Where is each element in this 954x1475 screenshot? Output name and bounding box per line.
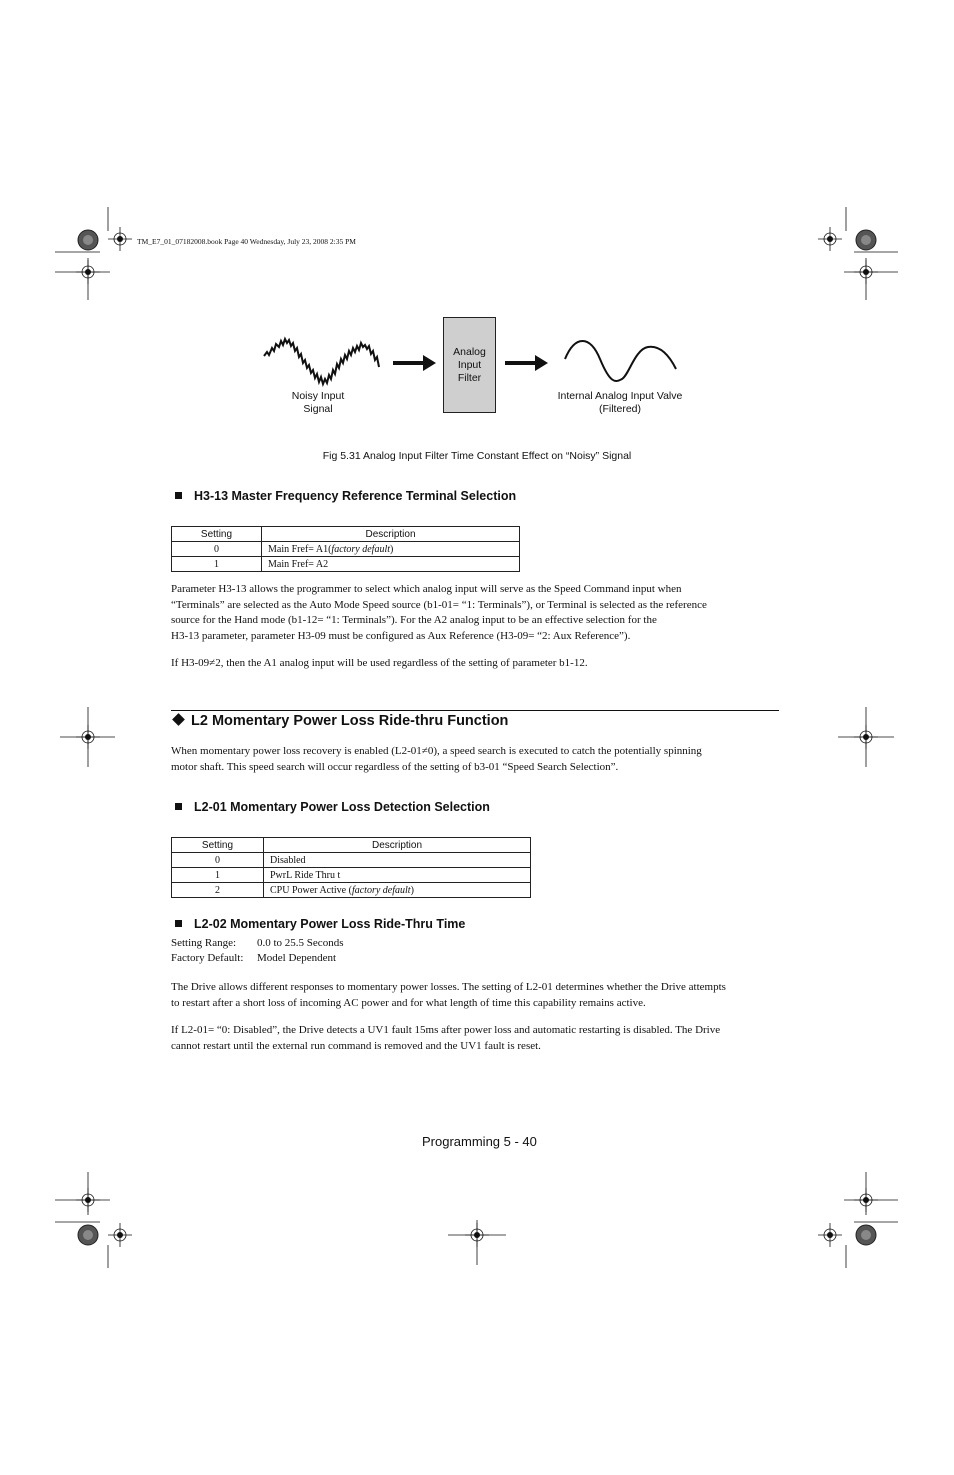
- desc-text: CPU Power Active (: [270, 884, 352, 896]
- analog-input-filter-block: [443, 317, 496, 413]
- setting-cell: 2: [172, 883, 264, 898]
- filtered-signal-graphic: [560, 335, 682, 385]
- paragraph-line: If L2-01= “0: Disabled”, the Drive detects a UV1 fault 15ms after power loss and automatic restarting is disabled. The Drive: [171, 1024, 721, 1036]
- paragraph-line: Parameter H3-13 allows the programmer to select which analog input will serve as the Speed Command input when: [171, 583, 682, 595]
- registration-mark-icon: [818, 227, 842, 251]
- paragraph-line: to restart after a short loss of incoming AC power and for what length of time this capability remains active.: [171, 996, 646, 1009]
- diamond-bullet-icon: [172, 713, 185, 726]
- noisy-input-label: [268, 390, 368, 416]
- description-cell: [262, 542, 520, 557]
- setting-range-line: [171, 936, 781, 952]
- paragraph-line: When momentary power loss recovery is enabled (L2-01≠0), a speed search is executed to catch the potentially spinning: [171, 745, 702, 757]
- desc-italic: factory default: [331, 543, 391, 555]
- setting-cell: 0: [172, 542, 262, 557]
- table-header-row: [172, 527, 520, 542]
- bullet-square-icon: [175, 920, 182, 927]
- section-heading-l2-02: [175, 917, 465, 931]
- setting-cell: 1: [172, 557, 262, 572]
- heading-text: L2-02 Momentary Power Loss Ride-Thru Time: [194, 917, 466, 931]
- paragraph-line: cannot restart until the external run command is removed and the UV1 fault is reset.: [171, 1039, 541, 1052]
- default-value: Model Dependent: [257, 952, 337, 964]
- registration-wheel-icon: [856, 1225, 876, 1245]
- h3-13-note: If H3-09≠2, then the A1 analog input will be used regardless of the setting of parameter b1-12.: [171, 657, 588, 669]
- section-heading-h3-13: [175, 489, 516, 503]
- description-cell: Main Fref= A2: [262, 557, 520, 572]
- range-label: Setting Range:: [171, 937, 237, 949]
- l2-02-paragraph: [171, 980, 781, 1011]
- registration-wheel-icon: [78, 230, 98, 250]
- desc-tail: ): [390, 543, 394, 555]
- l2-intro-paragraph: [171, 744, 781, 775]
- registration-mark-icon: [818, 1223, 842, 1247]
- table-row: [172, 542, 520, 557]
- noisy-label-line: Noisy Input: [291, 390, 345, 402]
- heading-text: H3-13 Master Frequency Reference Terminal Selection: [194, 489, 517, 503]
- desc-tail: ): [410, 884, 414, 896]
- print-header: TM_E7_01_07182008.book Page 40 Wednesday, July 23, 2008 2:35 PM: [137, 237, 356, 246]
- heading-text: L2-01 Momentary Power Loss Detection Selection: [194, 800, 490, 814]
- paragraph-line: source for the Hand mode (b1-12= “1: Terminals”). For the A2 analog input to be an effective selection for the: [171, 614, 657, 626]
- desc-text: Main Fref= A1(: [268, 543, 332, 555]
- registration-mark-icon: [108, 1223, 132, 1247]
- section-heading-l2: [171, 713, 508, 729]
- col-header-setting: Setting: [172, 838, 264, 853]
- description-cell: PwrL Ride Thru t: [264, 868, 531, 883]
- table-header-row: [172, 838, 531, 853]
- output-label-line: (Filtered): [598, 403, 641, 415]
- filter-label-line: Filter: [457, 371, 482, 384]
- table-row: [172, 557, 520, 572]
- heading-text: L2 Momentary Power Loss Ride-thru Function: [191, 713, 509, 729]
- factory-default-line: [171, 951, 781, 967]
- noisy-label-line: Signal: [303, 403, 333, 415]
- bullet-square-icon: [175, 492, 182, 499]
- range-value: 0.0 to 25.5 Seconds: [257, 937, 344, 949]
- noisy-signal-graphic: [260, 330, 385, 390]
- filtered-output-label: [540, 390, 700, 416]
- description-cell: Disabled: [264, 853, 531, 868]
- description-cell: [264, 883, 531, 898]
- l2-01-settings-table: [171, 837, 531, 898]
- paragraph-line: The Drive allows different responses to momentary power losses. The setting of L2-01 determines whether the Drive attempts: [171, 981, 726, 993]
- section-divider: [171, 710, 779, 711]
- h3-13-paragraph: [171, 582, 781, 644]
- filter-label-line: Input: [457, 358, 482, 371]
- table-row: [172, 868, 531, 883]
- paragraph-line: motor shaft. This speed search will occur regardless of the setting of b3-01 “Speed Search Selection”.: [171, 760, 619, 773]
- col-header-setting: Setting: [172, 527, 262, 542]
- setting-cell: 1: [172, 868, 264, 883]
- registration-mark-icon: [108, 227, 132, 251]
- paragraph-line: “Terminals” are selected as the Auto Mode Speed source (b1-01= “1: Terminals”), or Terminal is selected as the reference: [171, 598, 707, 611]
- setting-cell: 0: [172, 853, 264, 868]
- table-row: [172, 883, 531, 898]
- arrow-right-icon: [393, 354, 437, 372]
- paragraph-line: H3-13 parameter, parameter H3-09 must be configured as Aux Reference (H3-09= “2: Aux Reference”).: [171, 629, 631, 642]
- desc-italic: factory default: [351, 884, 411, 896]
- section-heading-l2-01: [175, 800, 490, 814]
- bullet-square-icon: [175, 803, 182, 810]
- arrow-right-icon: [505, 354, 549, 372]
- filter-label-line: Analog: [453, 345, 486, 358]
- col-header-description: Description: [262, 527, 520, 542]
- default-label: Factory Default:: [171, 952, 244, 964]
- col-header-description: Description: [264, 838, 531, 853]
- output-label-line: Internal Analog Input Valve: [557, 390, 683, 402]
- h3-13-settings-table: [171, 526, 520, 572]
- page-footer: Programming 5 - 40: [422, 1134, 537, 1149]
- registration-wheel-icon: [78, 1225, 98, 1245]
- figure-caption: Fig 5.31 Analog Input Filter Time Constant Effect on “Noisy” Signal: [322, 450, 632, 462]
- registration-wheel-icon: [856, 230, 876, 250]
- table-row: [172, 853, 531, 868]
- l2-02-paragraph-2: [171, 1023, 781, 1054]
